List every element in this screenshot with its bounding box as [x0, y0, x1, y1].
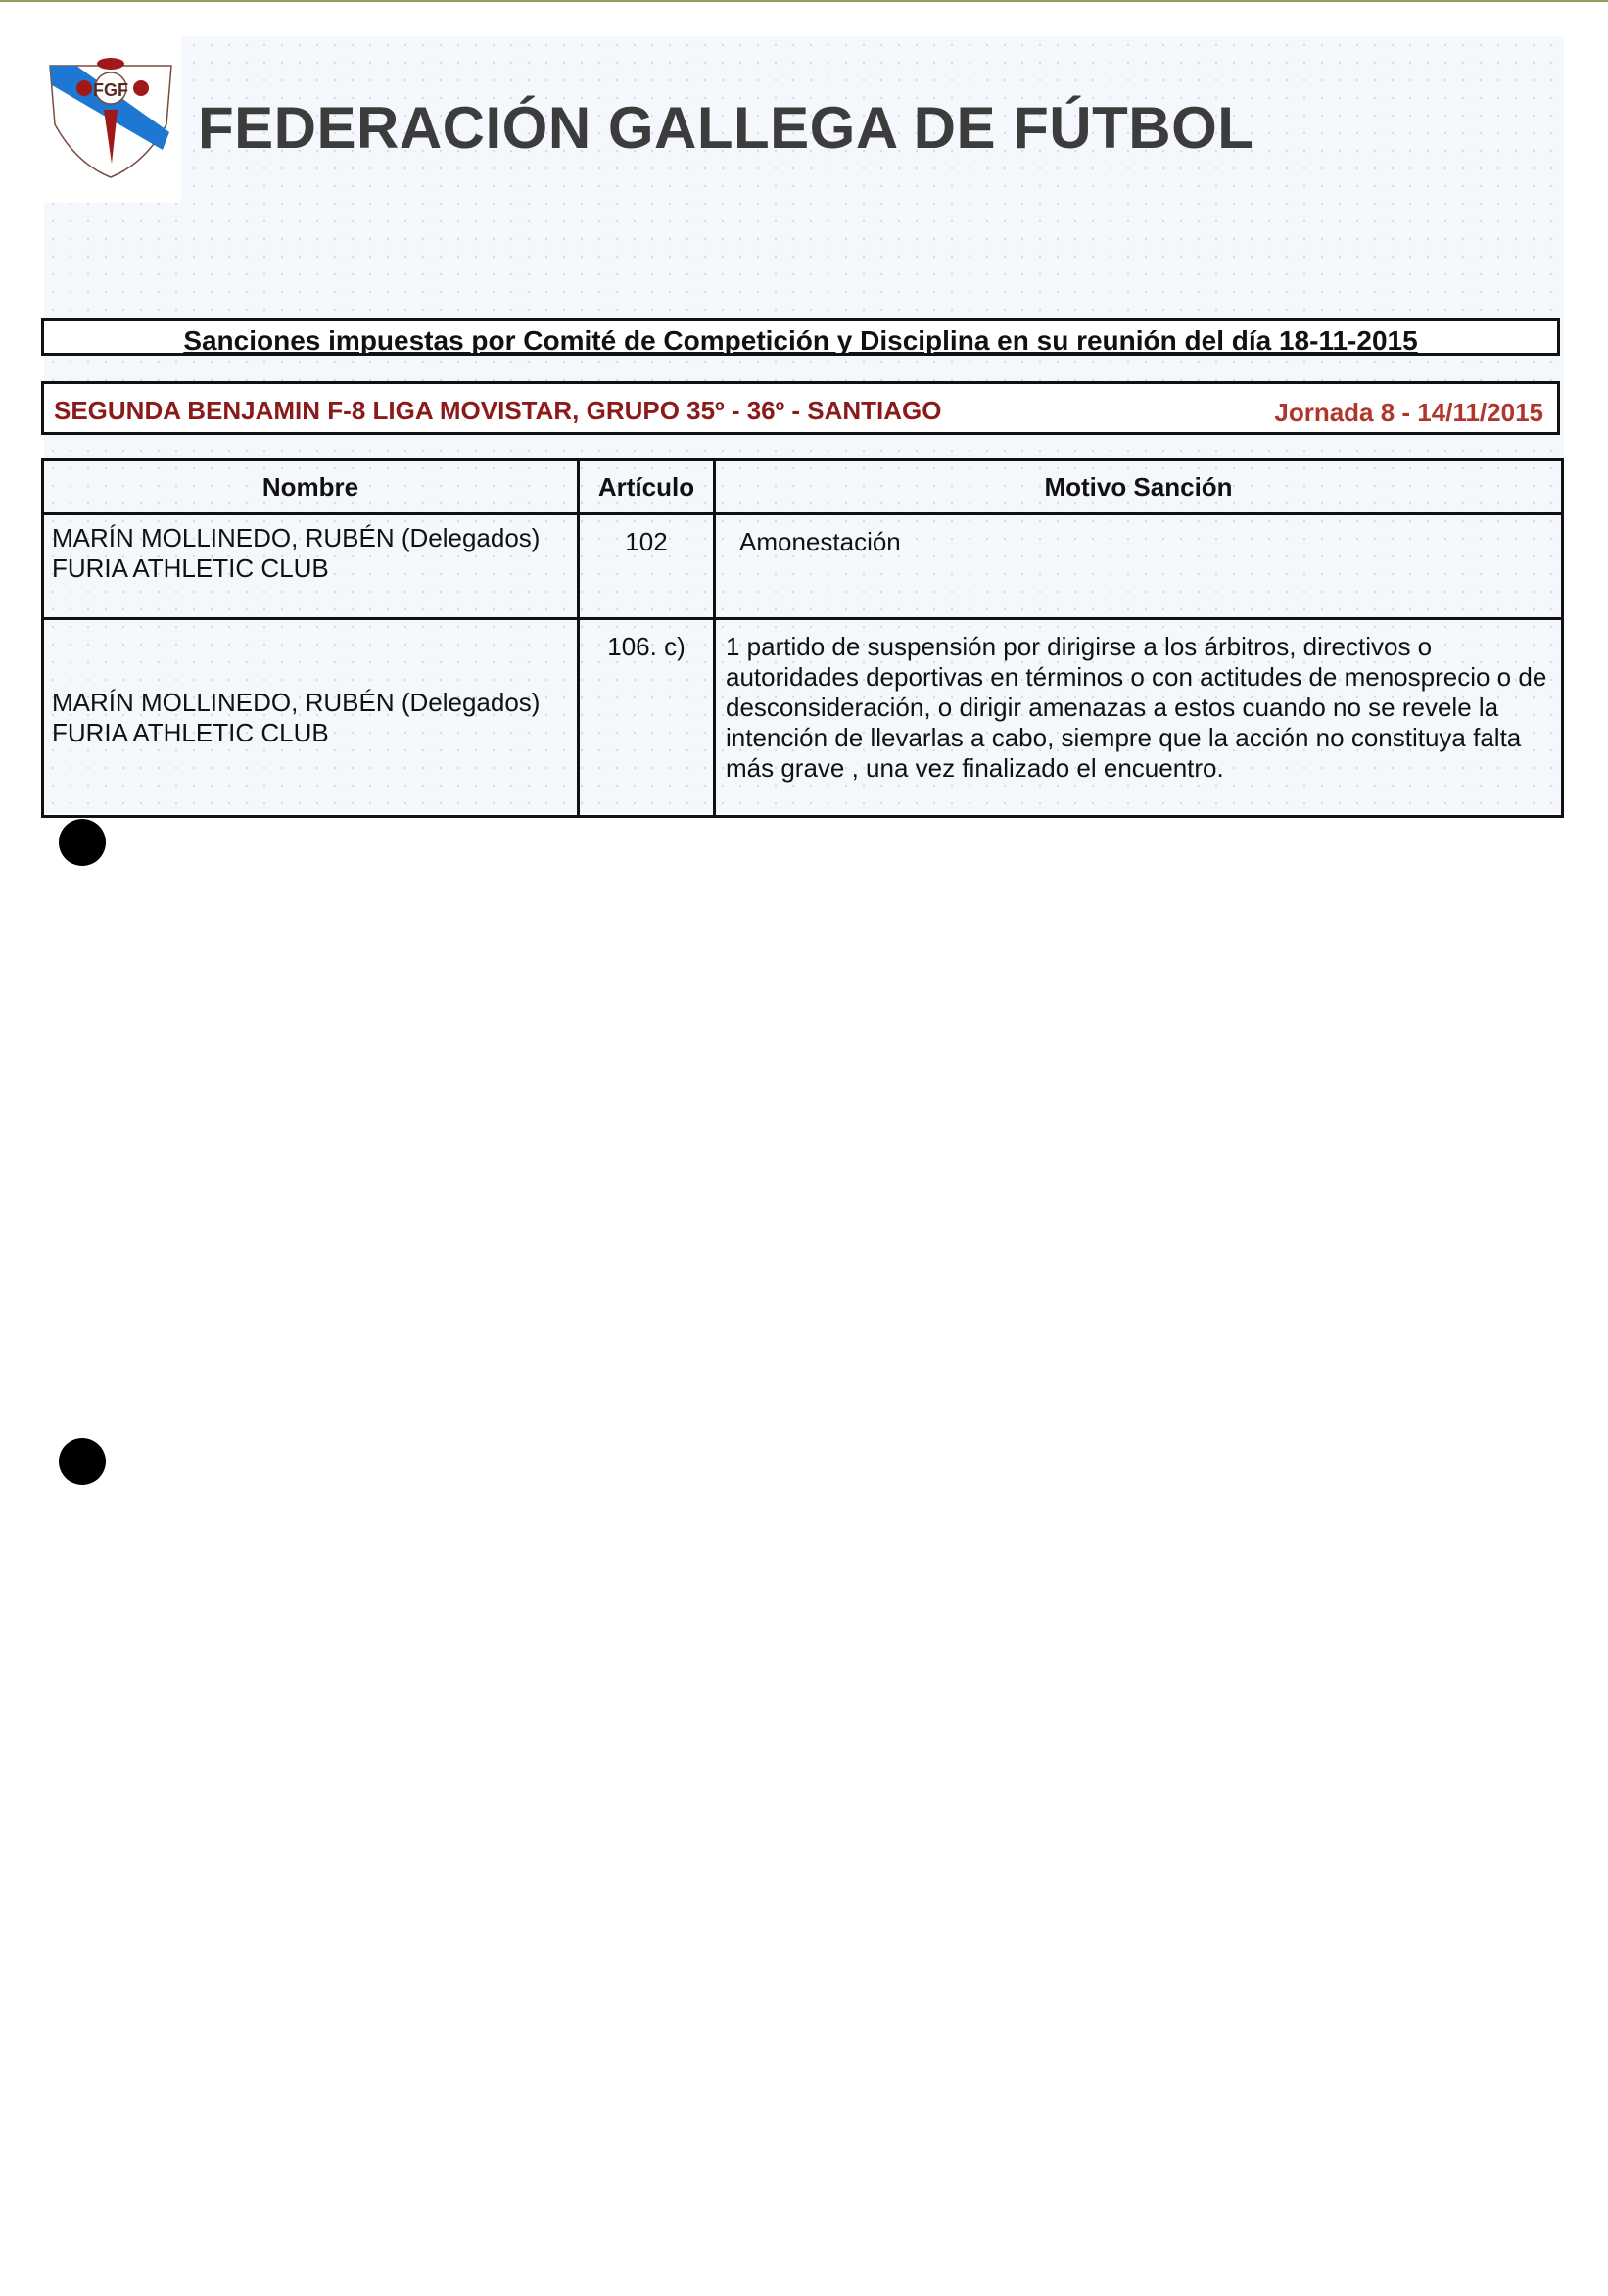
- club-name: FURIA ATHLETIC CLUB: [52, 553, 329, 583]
- federation-title: FEDERACIÓN GALLEGA DE FÚTBOL: [198, 95, 1254, 161]
- scan-edge: [0, 0, 1608, 2]
- cell-motivo: Amonestación: [715, 514, 1563, 619]
- sanctions-title: Sanciones impuestas por Comité de Competición y Disciplina en su reunión del día 18-11-2015: [183, 325, 1418, 356]
- cell-nombre: [43, 619, 579, 817]
- table-row: [43, 619, 1563, 817]
- header-articulo: Artículo: [579, 460, 715, 514]
- club-name: FURIA ATHLETIC CLUB: [52, 717, 329, 747]
- table-header-row: [43, 460, 1563, 514]
- person-name: MARÍN MOLLINEDO, RUBÉN (Delegados): [52, 523, 541, 552]
- jornada-date: Jornada 8 - 14/11/2015: [1274, 398, 1543, 427]
- svg-text:FGF: FGF: [93, 80, 128, 100]
- cell-nombre: [43, 514, 579, 619]
- cell-articulo: 106. c): [579, 619, 715, 817]
- sanctions-table: [41, 458, 1564, 818]
- header-nombre: Nombre: [43, 460, 579, 514]
- sanctions-title-box: [41, 318, 1560, 356]
- punch-hole: [59, 819, 106, 866]
- header-motivo: Motivo Sanción: [715, 460, 1563, 514]
- competition-box: [41, 381, 1560, 435]
- competition-name: SEGUNDA BENJAMIN F-8 LIGA MOVISTAR, GRUPO 35º - 36º - SANTIAGO: [54, 396, 942, 425]
- table-row: [43, 514, 1563, 619]
- punch-hole: [59, 1438, 106, 1485]
- fgf-shield-logo: [47, 56, 174, 179]
- person-name: MARÍN MOLLINEDO, RUBÉN (Delegados): [52, 687, 541, 717]
- cell-articulo: 102: [579, 514, 715, 619]
- cell-motivo: 1 partido de suspensión por dirigirse a los árbitros, directivos o autoridades deportivas en términos o con actitudes de menosprecio o de desconsideración, o dirigir amenazas a estos cuando no se revele la intención de llevarlas a cabo, siempre que la acción no constituya falta más grave , una vez finalizado el encuentro.: [715, 619, 1563, 817]
